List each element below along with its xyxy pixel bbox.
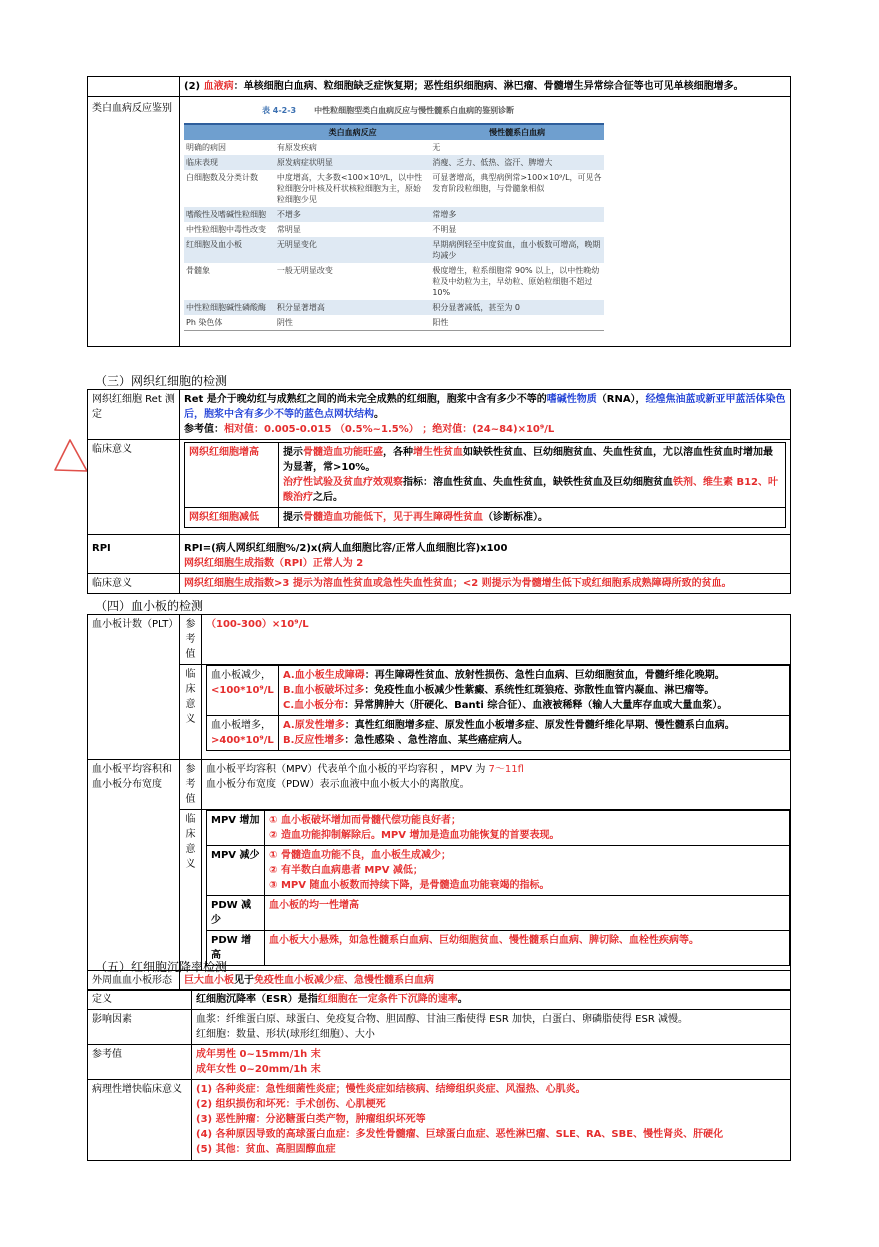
comparison-cell: 原发病症状明显	[275, 155, 430, 170]
esr-table	[87, 989, 791, 1161]
platelet-table	[87, 614, 791, 991]
plt-ref-chars: 参考值	[180, 615, 202, 665]
monocyte-row	[88, 77, 791, 97]
esr-def-row	[88, 990, 791, 1010]
list-item: ② 有半数白血病患者 MPV 减低；	[269, 865, 423, 876]
comparison-row	[184, 140, 604, 155]
comparison-header-cell: 类白血病反应	[275, 124, 430, 140]
list-item: (4) 各种原因导致的高球蛋白血症：多发性骨髓瘤、巨球蛋白血症、恶性淋巴瘤、SLE、RA、SBE、慢性肾炎、肝硬化	[196, 1129, 724, 1140]
ret-decrease-text: 提示骨髓造血功能低下，见于再生障碍性贫血（诊断标准）。	[279, 508, 786, 528]
rpi-clinical-row	[88, 574, 791, 594]
ret-clinical-inner	[184, 442, 786, 528]
list-item: ① 骨髓造血功能不良，血小板生成减少；	[269, 850, 451, 861]
mpv-decrease-row	[207, 846, 790, 896]
mpv-increase-row	[207, 811, 790, 846]
plt-label: 血小板计数（PLT）	[88, 615, 180, 760]
comparison-cell: Ph 染色体	[184, 315, 275, 331]
pdw-decrease-label: PDW 减少	[207, 896, 265, 931]
comparison-cell: 阳性	[430, 315, 604, 331]
mpv-decrease-label: MPV 减少	[207, 846, 265, 896]
comparison-cell: 阴性	[275, 315, 430, 331]
esr-ref-row	[88, 1045, 791, 1080]
rpi-text: RPI=(病人网织红细胞%/2)x(病人血细胞比容/正常人血细胞比容)x100 网织红细胞生成指数（RPI）正常人为 2	[180, 535, 791, 574]
list-item: (1) 各种炎症：急性细菌性炎症；慢性炎症如结核病、结缔组织炎症、风湿热、心肌炎。	[196, 1084, 586, 1095]
comparison-cell: 一般无明显改变	[276, 266, 333, 275]
leukemoid-row	[88, 97, 791, 347]
comparison-cell: 明确的病因	[186, 143, 226, 152]
comparison-cell: 无	[432, 143, 441, 152]
esr-clinical-list	[192, 1080, 791, 1161]
comparison-header-cell: 慢性髓系白血病	[430, 124, 604, 140]
list-item: C.血小板分布：异常脾肿大（肝硬化、Banti 综合征）、血液被稀释（输人大量库存血或大量血浆）。	[283, 700, 728, 711]
esr-clinical-label: 病理性增快临床意义	[88, 1080, 192, 1161]
mpv-ref-chars: 参考值	[180, 760, 202, 810]
pdw-decrease-text: 血小板的均一性增高	[265, 896, 790, 931]
comparison-row	[184, 300, 604, 315]
comparison-cell: 常增多	[430, 207, 604, 222]
comparison-cell: 嗜酸性及嗜碱性粒细胞	[184, 207, 275, 222]
pdw-increase-row	[207, 931, 790, 966]
list-item: ② 造血功能抑制解除后。MPV 增加是造血功能恢复的首要表现。	[269, 830, 560, 841]
list-item: A.原发性增多：真性红细胞增多症、原发性血小板增多症、原发性骨髓纤维化早期、慢性髓系白血病。	[283, 720, 735, 731]
comparison-row	[184, 237, 604, 263]
comparison-cell: 中性粒细胞碱性磷酸酶	[184, 300, 275, 315]
leukemoid-figure	[180, 97, 791, 347]
comparison-cell: 积分显著增高	[275, 300, 430, 315]
plt-decrease-label: 血小板减少， <100*10⁹/L	[207, 666, 279, 716]
comparison-cell: 早期病例轻至中度贫血，血小板数可增高，晚期均减少	[430, 237, 604, 263]
plt-ref-value: （100-300）×10⁹/L	[202, 615, 791, 665]
comparison-cell: 无明显变化	[275, 237, 430, 263]
plt-clinical-chars: 临床意义	[180, 665, 202, 760]
hand-drawn-triangle-icon	[52, 438, 90, 474]
list-item: (3) 恶性肿瘤：分泌糖蛋白类产物，肿瘤组织坏死等	[196, 1114, 426, 1125]
mpv-decrease-list	[265, 846, 790, 896]
ret-clinical-row	[88, 440, 791, 535]
comparison-cell: 红细胞及血小板	[184, 237, 275, 263]
figure-title: 表 4-2-3 中性粒细胞型类白血病反应与慢性髓系白血病的鉴别诊断	[262, 106, 515, 115]
list-item: (2) 组织损伤和坏死：手术创伤、心肌梗死	[196, 1099, 386, 1110]
ret-definition: Ret 是介于晚幼红与成熟红之间的尚未完全成熟的红细胞，胞浆中含有多少不等的嗜碱性物质（RNA），经煌焦油蓝或新亚甲蓝活体染色后，胞浆中含有多少不等的蓝色点网状结构。 参考值：相对值：0.005-0.015 （0.5%~1.5%） ；绝对值：(24~84)×10⁹/L	[180, 390, 791, 440]
esr-clinical-row	[88, 1080, 791, 1161]
mpv-ref-text: 血小板平均容积（MPV）代表单个血小板的平均容积 ，MPV 为 7～11fl 血小板分布宽度（PDW）表示血液中血小板大小的离散度。	[202, 760, 791, 810]
comparison-row	[184, 155, 604, 170]
pdw-increase-label: PDW 增高	[207, 931, 265, 966]
comparison-cell: 中性粒细胞中毒性改变	[186, 225, 266, 234]
comparison-cell: 消瘦、乏力、低热、盗汗、脾增大	[430, 155, 604, 170]
pdw-increase-text: 血小板大小悬殊，如急性髓系白血病、巨幼细胞贫血、慢性髓系白血病、脾切除、血栓性疾病等。	[265, 931, 790, 966]
section-5-title: （五）红细胞沉降率检测	[95, 960, 228, 974]
comparison-cell: 中度增高，大多数<100×10⁹/L，以中性粒细胞分叶核及杆状核粒细胞为主，原始粒细胞少见	[276, 173, 423, 204]
comparison-cell: 不明显	[432, 225, 457, 234]
rpi-clinical-text: 网织红细胞生成指数>3 提示为溶血性贫血或急性失血性贫血；<2 则提示为骨髓增生低下或红细胞系成熟障碍所致的贫血。	[180, 574, 791, 594]
comparison-cell: 常明显	[276, 225, 301, 234]
pdw-decrease-row	[207, 896, 790, 931]
list-item: ① 血小板破坏增加而骨髓代偿功能良好者；	[269, 815, 461, 826]
plt-ref-row	[88, 615, 791, 665]
comparison-cell: 有原发疾病	[276, 143, 317, 152]
plt-increase-list	[279, 716, 790, 751]
comparison-row	[184, 207, 604, 222]
reticulocyte-table	[87, 389, 791, 594]
ret-decrease-label: 网织红细胞减低	[185, 508, 279, 528]
list-item: B.血小板破坏过多：免疫性血小板减少性紫癜、系统性红斑狼疮、弥散性血管内凝血、淋巴瘤等。	[283, 685, 715, 696]
monocyte-text: (2) 血液病：单核细胞白血病、粒细胞缺乏症恢复期；恶性组织细胞病、淋巴瘤、骨髓增生异常综合征等也可见单核细胞增多。	[180, 77, 791, 97]
morphology-label: 外周血血小板形态	[88, 971, 180, 991]
comparison-row	[184, 315, 604, 331]
esr-ref-text: 成年男性 0~15mm/1h 末 成年女性 0~20mm/1h 末	[192, 1045, 791, 1080]
morphology-text: 巨大血小板见于免疫性血小板减少症、急慢性髓系白血病	[180, 971, 791, 991]
comparison-row	[184, 222, 604, 237]
comparison-cell: 白细胞数及分类计数	[186, 173, 258, 182]
ret-clinical-label: 临床意义	[88, 440, 180, 535]
comparison-cell: 可显著增高，典型病例常>100×10⁹/L，可见各发育阶段粒细胞，与骨髓象相似	[432, 173, 602, 193]
list-item: ③ MPV 随血小板数而持续下降，是骨髓造血功能衰竭的指标。	[269, 880, 550, 891]
list-item: B.反应性增多：急性感染 、急性溶血、某些癌症病人。	[283, 735, 528, 746]
mpv-increase-list	[265, 811, 790, 846]
plt-decrease-list	[279, 666, 790, 716]
esr-factor-text: 血浆：纤维蛋白原、球蛋白、免疫复合物、胆固醇、甘油三酯使得 ESR 加快，白蛋白、卵磷脂使得 ESR 减慢。 红细胞：数量、形状(球形红细胞）、大小	[192, 1010, 791, 1045]
comparison-cell: 骨髓象	[186, 266, 210, 275]
esr-def-label: 定义	[88, 990, 192, 1010]
list-item: A.血小板生成障碍：再生障碍性贫血、放射性损伤、急性白血病、巨幼细胞贫血，骨髓纤维化晚期。	[283, 670, 725, 681]
rpi-row	[88, 535, 791, 574]
esr-ref-label: 参考值	[88, 1045, 192, 1080]
comparison-cell: 积分显著减低，甚至为 0	[430, 300, 604, 315]
plt-clinical-row	[88, 665, 791, 760]
ret-increase-text: 提示骨髓造血功能旺盛，各种增生性贫血如缺铁性贫血、巨幼细胞贫血、失血性贫血，尤以溶血性贫血时增加最为显著，常>10%。 治疗性试验及贫血疗效观察指标：溶血性贫血、失血性贫血，缺铁性贫血及巨幼细胞贫血铁剂、维生素 B12、叶酸治疗之后。	[279, 443, 786, 508]
comparison-table	[184, 123, 604, 331]
rpi-label: RPI	[88, 535, 180, 574]
comparison-header-cell	[184, 124, 275, 140]
mpv-ref-row	[88, 760, 791, 810]
esr-def-text: 红细胞沉降率（ESR）是指红细胞在一定条件下沉降的速率。	[192, 990, 791, 1010]
section-3-title: （三）网织红细胞的检测	[95, 374, 228, 388]
comparison-row	[184, 263, 604, 300]
esr-factor-row	[88, 1010, 791, 1045]
ret-decrease-row	[185, 508, 786, 528]
leukemoid-label: 类白血病反应鉴别	[88, 97, 180, 347]
plt-decrease-row	[207, 666, 790, 716]
plt-increase-label: 血小板增多， >400*10⁹/L	[207, 716, 279, 751]
textbook-table-image	[184, 99, 786, 344]
esr-factor-label: 影响因素	[88, 1010, 192, 1045]
list-item: (5) 其他：贫血、高胆固醇血症	[196, 1144, 336, 1155]
rpi-clinical-label: 临床意义	[88, 574, 180, 594]
ret-label: 网织红细胞 Ret 测定	[88, 390, 180, 440]
leukemoid-table	[87, 76, 791, 347]
plt-increase-row	[207, 716, 790, 751]
comparison-cell: 临床表现	[184, 155, 275, 170]
mpv-clinical-inner	[206, 810, 790, 966]
mpv-label: 血小板平均容积和血小板分布宽度	[88, 760, 180, 971]
comparison-cell: 极度增生，粒系细胞常 90% 以上，以中性晚幼粒及中幼粒为主，早幼粒、原始粒细胞不超过 10%	[432, 266, 600, 297]
ret-def-row	[88, 390, 791, 440]
plt-clinical-inner	[206, 665, 790, 751]
comparison-cell: 不增多	[275, 207, 430, 222]
mpv-clinical-chars: 临床意义	[180, 810, 202, 971]
comparison-header-row	[184, 124, 604, 140]
comparison-row	[184, 170, 604, 207]
mpv-clinical-row	[88, 810, 791, 971]
ret-increase-row	[185, 443, 786, 508]
mpv-increase-label: MPV 增加	[207, 811, 265, 846]
ret-increase-label: 网织红细胞增高	[185, 443, 279, 508]
section-4-title: （四）血小板的检测	[95, 599, 204, 613]
